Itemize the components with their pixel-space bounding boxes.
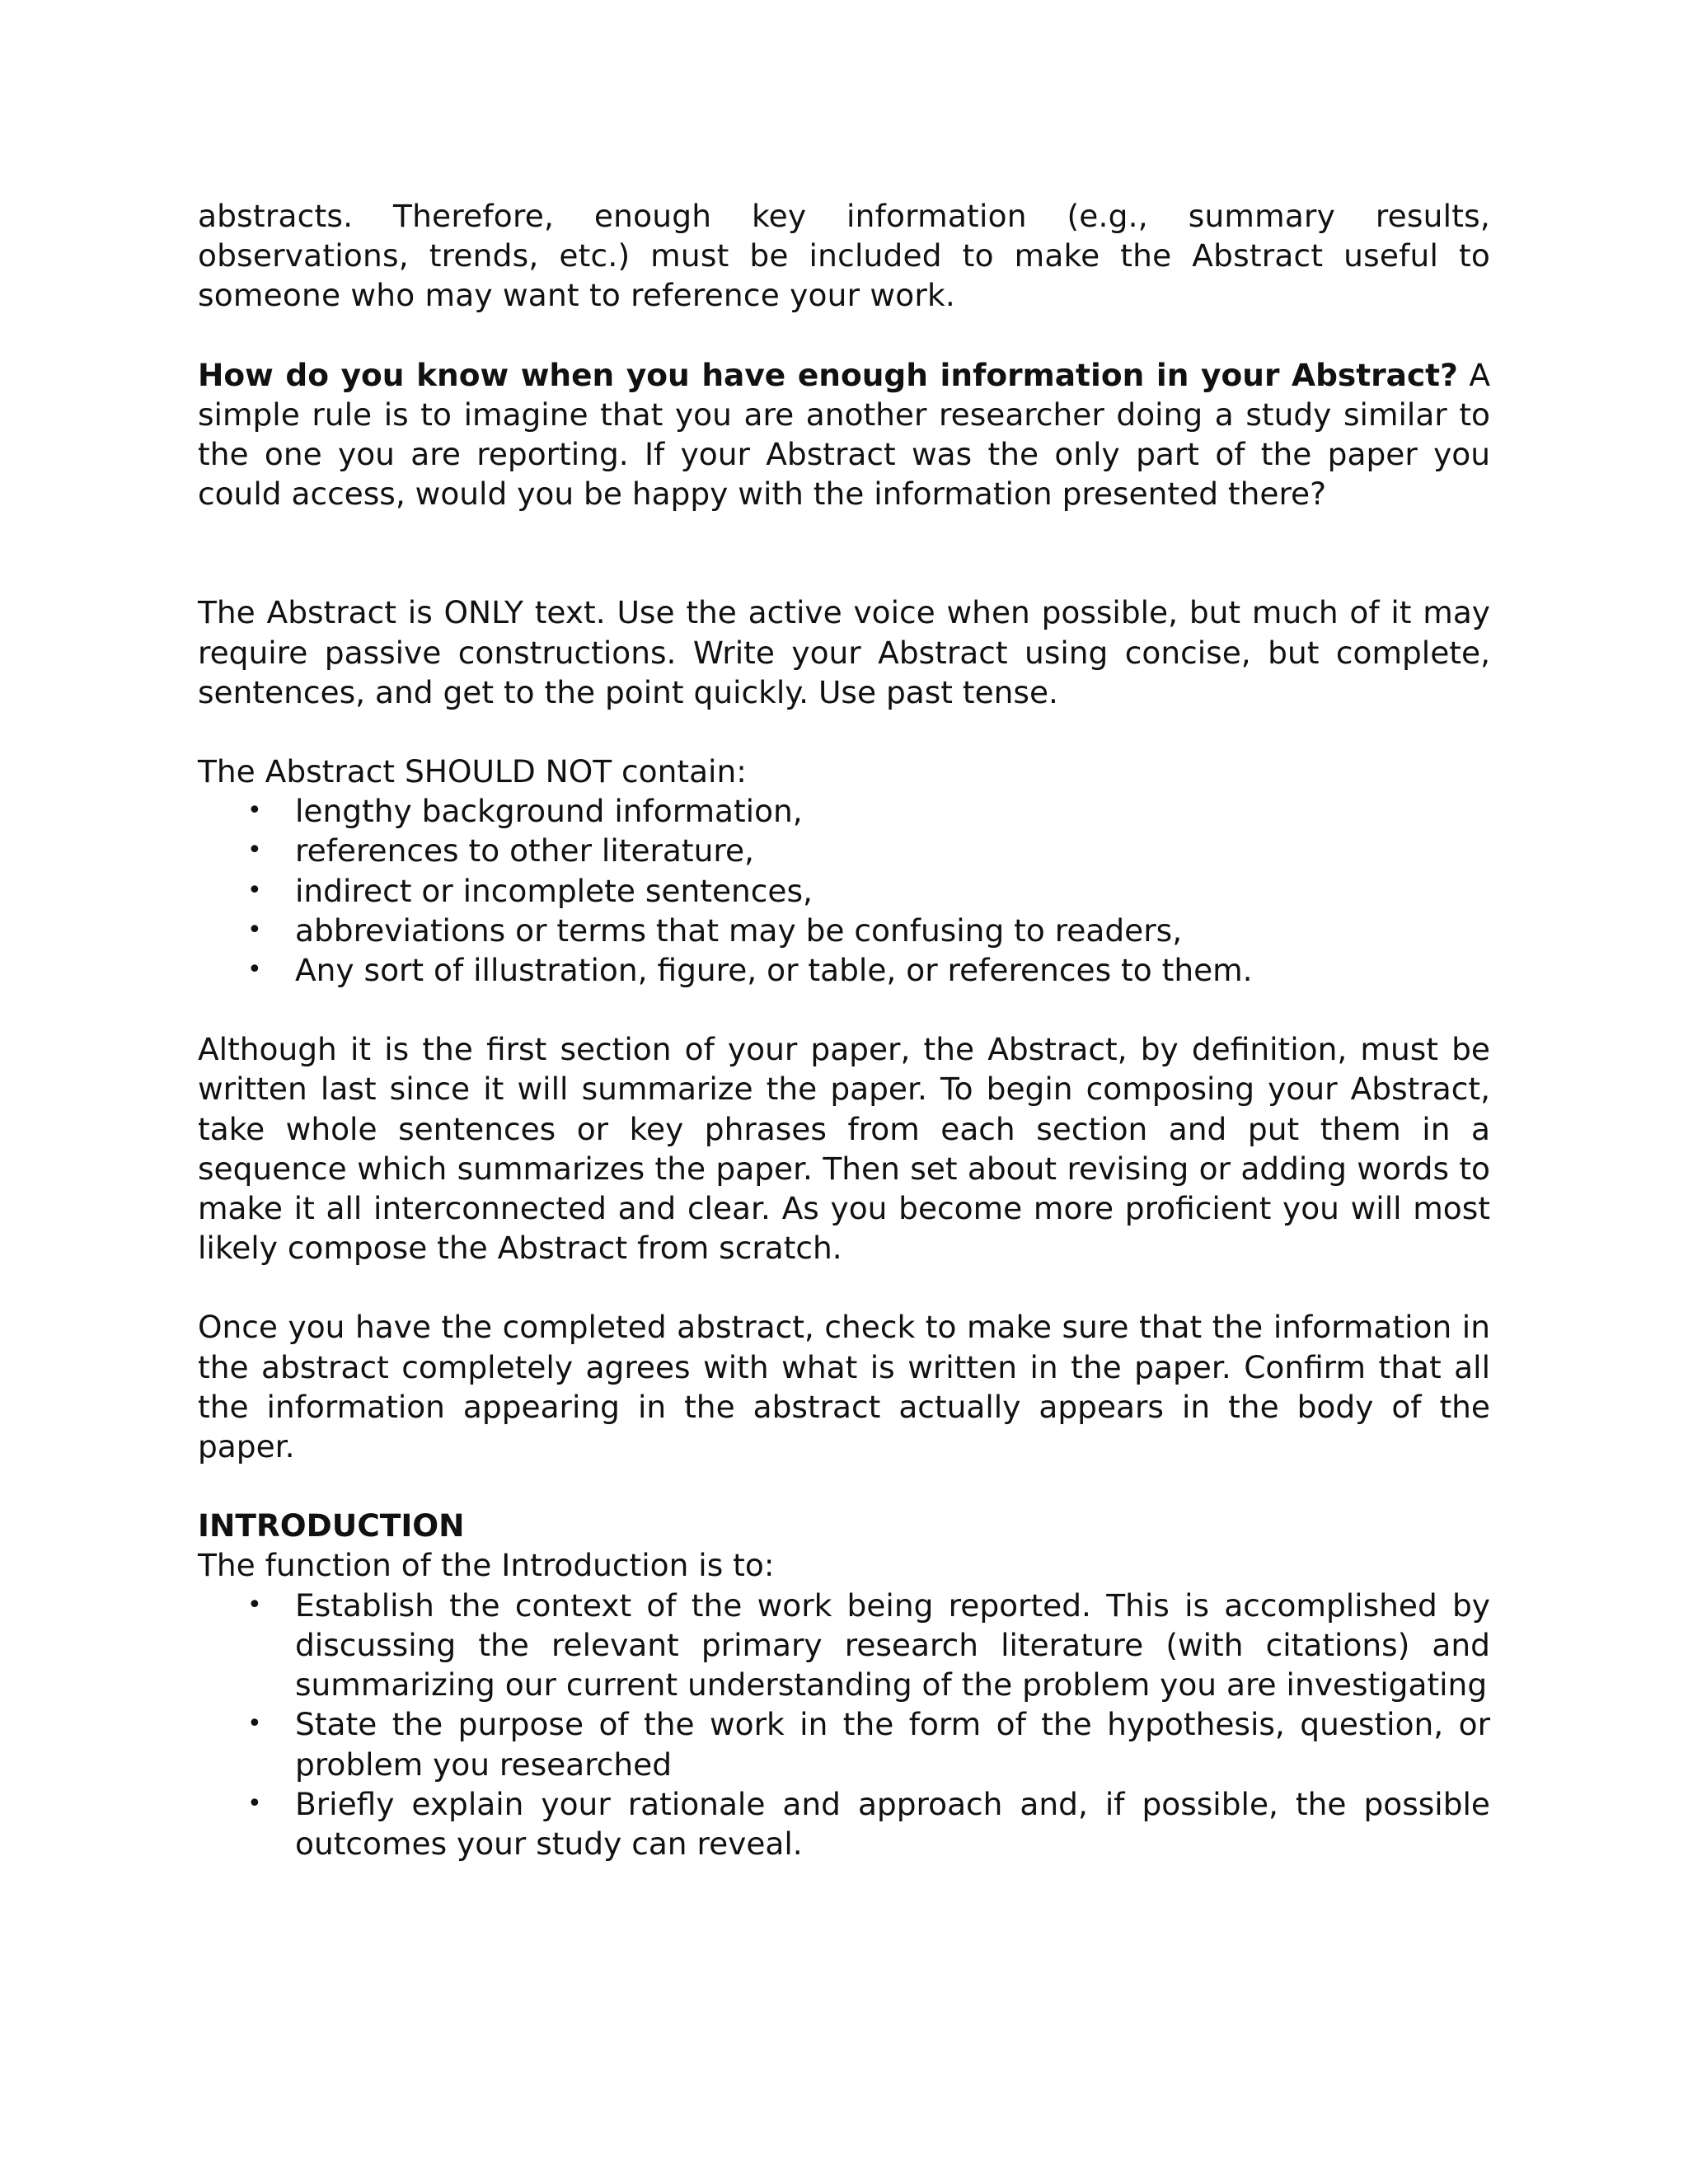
paragraph-enough-information-text: A simple rule is to imagine that you are another researcher doing a study similar to the one you are reporting. If your Abstract was the only part of the paper you could access, would you be happy with the information presented there? (198, 356, 1490, 513)
list-item: • Establish the context of the work being reported. This is accomplished by discussing the relevant primary research literature (with citations) and summarizing our current understanding of the problem you are investigating (198, 1586, 1490, 1705)
spacer (198, 513, 1490, 593)
spacer (198, 712, 1490, 752)
list-item: • indirect or incomplete sentences, (198, 871, 1490, 911)
introduction-intro-line: The function of the Introduction is to: (198, 1547, 775, 1584)
list-item: • Briefly explain your rationale and approach and, if possible, the possible outcomes your study can reveal. (198, 1784, 1490, 1863)
paragraph-abstract-continuation: abstracts. Therefore, enough key information (e.g., summary results, observations, trends, etc.) must be included to make the Abstract useful to someone who may want to reference your work. (198, 198, 1490, 314)
introduction-list (198, 1586, 1490, 1863)
paragraph-only-text: The Abstract is ONLY text. Use the active voice when possible, but much of it may require passive constructions. Write your Abstract using concise, but complete, sentences, and get to the point quickly. Use past tense. (198, 594, 1490, 710)
list-item: • lengthy background information, (198, 791, 1490, 831)
paragraph-first-section: Although it is the first section of your paper, the Abstract, by definition, must be written last since it will summarize the paper. To begin composing your Abstract, take whole sentences or key phrases from each section and put them in a sequence which summarizes the paper. Then set about revising or adding words to make it all interconnected and clear. As you become more proficient you will most likely compose the Abstract from scratch. (198, 1031, 1490, 1267)
should-not-intro: The Abstract SHOULD NOT contain: (198, 753, 747, 790)
bold-question: How do you know when you have enough information in your Abstract? (198, 356, 1458, 393)
list-item: • abbreviations or terms that may be confusing to readers, (198, 911, 1490, 950)
spacer (198, 316, 1490, 355)
document-page (198, 196, 1490, 1863)
introduction-heading: INTRODUCTION (198, 1507, 465, 1544)
should-not-list (198, 791, 1490, 990)
paragraph-enough-information (198, 355, 1490, 514)
spacer (198, 1268, 1490, 1307)
spacer (198, 990, 1490, 1029)
list-item: • references to other literature, (198, 831, 1490, 870)
list-item: • State the purpose of the work in the form of the hypothesis, question, or problem you researched (198, 1704, 1490, 1783)
paragraph-completed-abstract: Once you have the completed abstract, check to make sure that the information in the abstract completely agrees with what is written in the paper. Confirm that all the information appearing in the abstract actually appears in the body of the paper. (198, 1309, 1490, 1465)
spacer (198, 1466, 1490, 1506)
list-item: • Any sort of illustration, figure, or table, or references to them. (198, 950, 1490, 990)
